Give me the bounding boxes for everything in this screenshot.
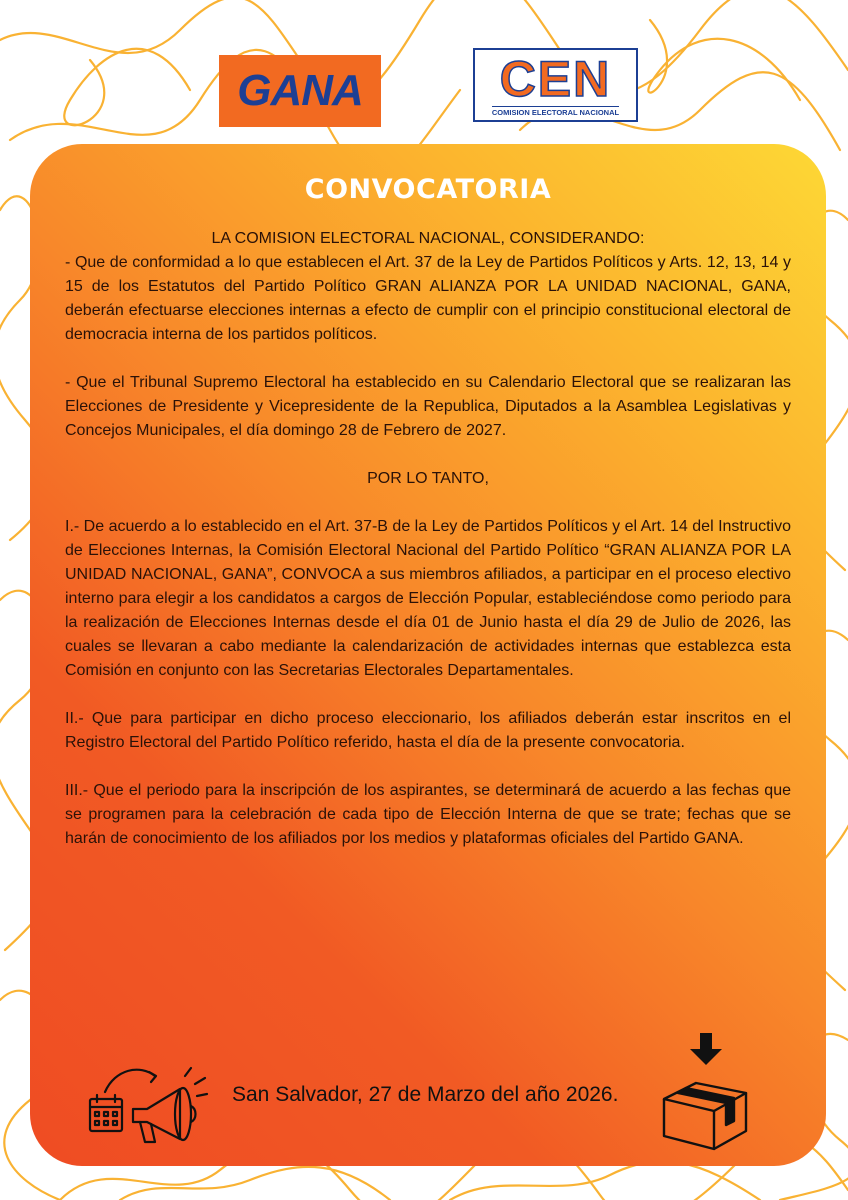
cen-logo-subtitle: COMISION ELECTORAL NACIONAL [491, 107, 620, 117]
body-text [65, 227, 791, 851]
gana-logo [219, 55, 381, 127]
por-lo-tanto-heading: POR LO TANTO, [367, 470, 489, 487]
considerando-heading: LA COMISION ELECTORAL NACIONAL, CONSIDERANDO: [211, 230, 645, 247]
resolution-item-3: III.- Que el periodo para la inscripción de los aspirantes, se determinará de acuerdo a las fechas que se programen para la celebración de cada tipo de Elección Interna de que se trate; fechas que se harán de conocimiento de los afiliados por los medios y plataformas oficiales del Partido GANA. [65, 782, 791, 847]
resolution-item-2: II.- Que para participar en dicho proceso eleccionario, los afiliados deberán estar inscritos en el Registro Electoral del Partido Político referido, hasta el día de la presente convocatoria. [65, 710, 791, 751]
paragraph-1: - Que de conformidad a lo que establecen el Art. 37 de la Ley de Partidos Políticos y Arts. 12, 13, 14 y 15 de los Estatutos del Partido Político GRAN ALIANZA POR LA UNIDAD NACIONAL, GANA, deberán efectuarse elecciones internas a efecto de cumplir con el principio constitucional electoral de democracia interna de los partidos políticos. [65, 254, 791, 343]
page-title: CONVOCATORIA [304, 174, 552, 205]
gana-logo-text: GANA [237, 66, 363, 115]
package-box-icon [652, 1031, 762, 1156]
place-and-date: San Salvador, 27 de Marzo del año 2026. [232, 1083, 619, 1106]
signature-footer [30, 1059, 826, 1159]
cen-logo-text: CEN [499, 50, 612, 107]
megaphone-calendar-icon [85, 1054, 225, 1154]
resolution-item-1: I.- De acuerdo a lo establecido en el Art. 37-B de la Ley de Partidos Políticos y el Art. 14 del Instructivo de Elecciones Internas, la Comisión Electoral Nacional del Partido Político “GRAN ALIANZA POR LA UNIDAD NACIONAL, GANA”, CONVOCA a sus miembros afiliados, a participar en el proceso electivo interno para elegir a los candidatos a cargos de Elección Popular, estableciéndose como periodo para la realización de Elecciones Internas desde el día 01 de Junio hasta el día 29 de Julio de 2026, las cuales se llevaran a cabo mediante la calendarización de actividades internas que establezca esta Comisión en conjunto con las Secretarias Electorales Departamentales. [65, 518, 791, 679]
convocatoria-card [30, 144, 826, 1166]
paragraph-2: - Que el Tribunal Supremo Electoral ha establecido en su Calendario Electoral que se realizaran las Elecciones de Presidente y Vicepresidente de la Republica, Diputados a la Asamblea Legislativas y Concejos Municipales, el día domingo 28 de Febrero de 2027. [65, 374, 791, 439]
cen-logo [473, 48, 638, 122]
